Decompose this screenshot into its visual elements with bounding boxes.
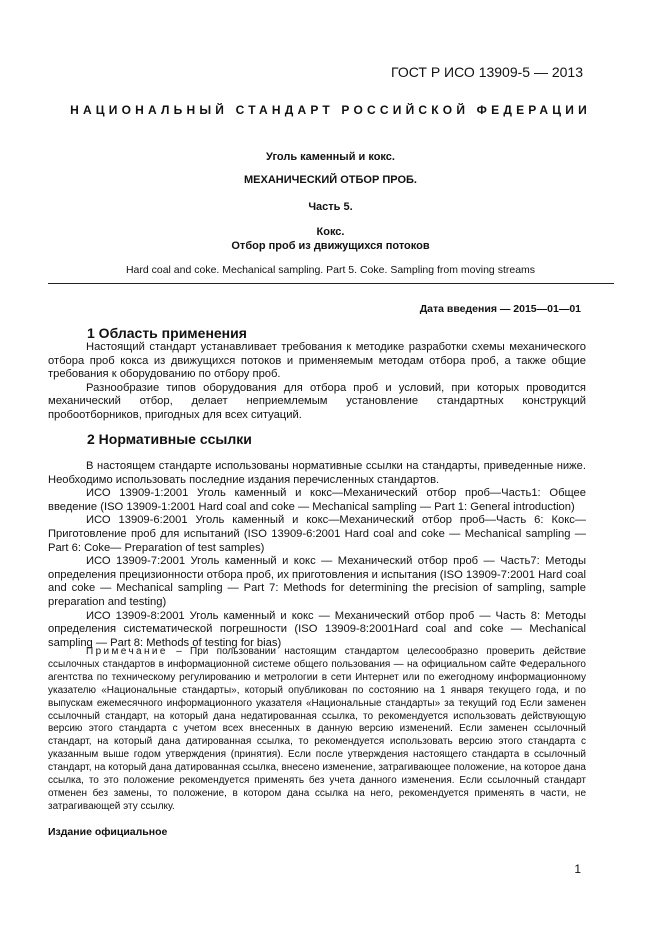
title-line-1: Уголь каменный и кокс.	[266, 151, 395, 163]
normative-reference: ИСО 13909-7:2001 Уголь каменный и кокс — Механический отбор проб — Часть7: Методы определения прецизионности отбора проб, их приготовления и испытания (ISO 13909-7:2001 Hard coal and coke — Mechanical sampling — Part 7: Methods for determining the precision of sampling, sample preparation and testing)	[48, 555, 586, 608]
section-2-paragraph: В настоящем стандарте использованы нормативные ссылки на стандарты, приведенные ниже. Необходимо использовать последние издания перечисленных стандартов.	[48, 460, 586, 486]
title-line-3: Часть 5.	[308, 201, 353, 213]
document-code: ГОСТ Р ИСО 13909-5 — 2013	[391, 64, 583, 80]
section-1-paragraph: Разнообразие типов оборудования для отбора проб и условий, при которых проводится механический отбор, делает неприемлемым установление стандартных конструкций пробоотборников, пригодных для всех ситуаций.	[48, 381, 586, 421]
title-divider	[48, 283, 614, 284]
english-title: Hard coal and coke. Mechanical sampling. Part 5. Coke. Sampling from moving streams	[125, 264, 536, 276]
section-2-body	[48, 460, 586, 650]
normative-reference: ИСО 13909-8:2001 Уголь каменный и кокс — Механический отбор проб — Часть 8: Методы определения систематической погрешности (ISO 13909-8:2001Hard coal and coke — Mechanical sampling — Part 8: Methods of testing for bias)	[48, 609, 586, 649]
section-1-body	[48, 341, 586, 423]
reference-note	[48, 646, 586, 814]
note-label: Примечание	[86, 646, 168, 657]
section-2-heading: 2 Нормативные ссылки	[87, 431, 252, 447]
normative-reference: ИСО 13909-1:2001 Уголь каменный и кокс—Механический отбор проб—Часть1: Общее введение (ISO 13909-1:2001 Hard coal and coke — Mechanical sampling — Part 1: General introduction)	[48, 487, 586, 513]
section-1-paragraph: Настоящий стандарт устанавливает требования к методике разработки схемы механического отбора проб кокса из движущихся потоков и применяемым методам отбора проб, а также общие требования к оборудованию по отбору проб.	[48, 341, 586, 381]
national-standard-heading: НАЦИОНАЛЬНЫЙ СТАНДАРТ РОССИЙСКОЙ ФЕДЕРАЦИИ	[70, 103, 591, 117]
title-line-5: Отбор проб из движущихся потоков	[231, 240, 430, 252]
section-1-heading: 1 Область применения	[87, 325, 247, 341]
note-text: – При пользовании настоящим стандартом целесообразно проверить действие ссылочных стандартов в информационной системе общего пользования — на официальном сайте Федерального агентства по техническому регулированию и метрологии в сети Интернет или по ежегодному информационному указателю «Национальные стандарты», который опубликован по состоянию на 1 января текущего года, и по выпускам ежемесячного информационного указателя «Национальные стандарты» за текущий год Если заменен ссылочный стандарт, на который дана недатированная ссылка, то рекомендуется использовать действующую версию этого стандарта с учетом всех внесенных в данную версию изменений. Если заменен ссылочный стандарт, на который дана датированная ссылка, то рекомендуется использовать версию этого стандарта с указанным выше годом утверждения (принятия). Если после утверждения настоящего стандарта в ссылочный стандарт, на который дана датированная ссылка, внесено изменение, затрагивающее положение, на которое дана ссылка, то это положение рекомендуется применять без учета данного изменения. Если ссылочный стандарт отменен без замены, то положение, в котором дана ссылка на него, рекомендуется применять в части, не затрагивающей эту ссылку.	[48, 646, 586, 812]
page-number: 1	[574, 862, 581, 876]
introduction-date: Дата введения — 2015—01—01	[419, 303, 581, 315]
title-line-2: МЕХАНИЧЕСКИЙ ОТБОР ПРОБ.	[244, 174, 417, 186]
title-line-4: Кокс.	[316, 226, 345, 238]
normative-reference: ИСО 13909-6:2001 Уголь каменный и кокс—Механический отбор проб—Часть 6: Кокс—Приготовление проб для испытаний (ISO 13909-6:2001 Hard coal and coke — Mechanical sampling — Part 6: Coke— Preparation of test samples)	[48, 514, 586, 554]
official-edition-label: Издание официальное	[48, 826, 168, 838]
